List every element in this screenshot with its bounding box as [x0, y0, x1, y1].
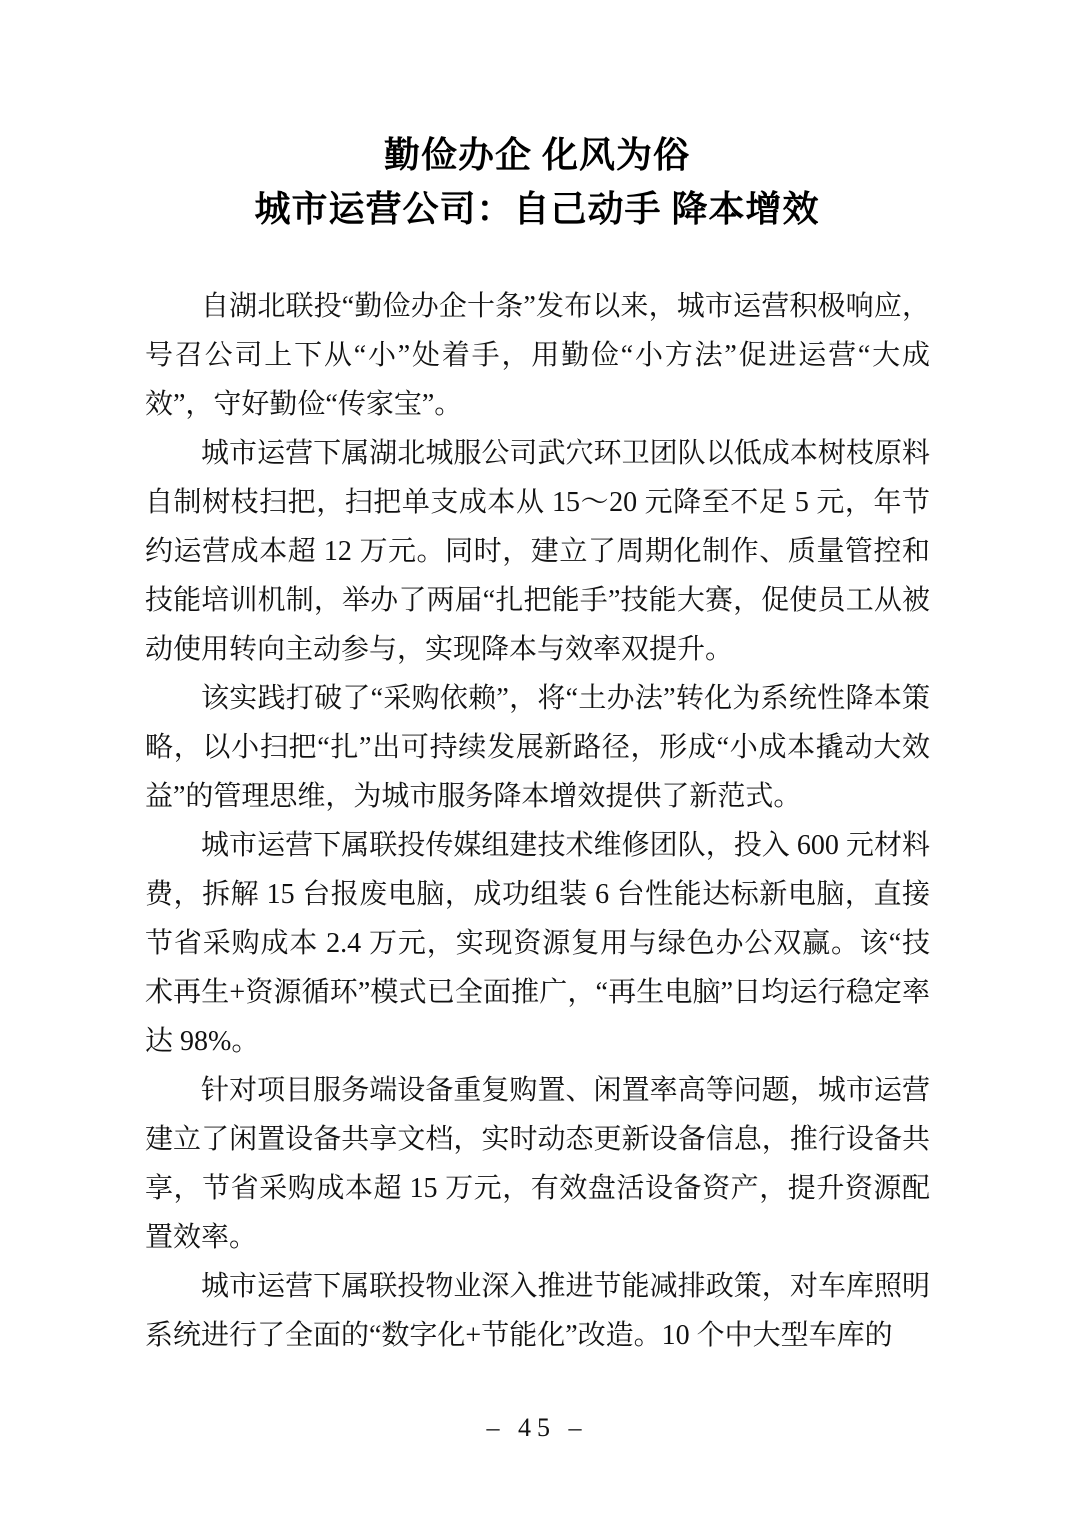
paragraph-3: 该实践打破了“采购依赖”，将“土办法”转化为系统性降本策略，以小扫把“扎”出可持续发展新路径，形成“小成本撬动大效益”的管理思维，为城市服务降本增效提供了新范式。 [145, 683, 930, 812]
page-number: – 45 – [486, 1413, 588, 1442]
paragraph-2: 城市运营下属湖北城服公司武穴环卫团队以低成本树枝原料自制树枝扫把，扫把单支成本从 15～20 元降至不足 5 元，年节约运营成本超 12 万元。同时，建立了周期化制作、质量管控和技能培训机制，举办了两届“扎把能手”技能大赛，促使员工从被动使用转向主动参与，实现降本与效率双提升。 [145, 438, 930, 665]
paragraph-5: 针对项目服务端设备重复购置、闲置率高等问题，城市运营建立了闲置设备共享文档，实时动态更新设备信息，推行设备共享，节省采购成本超 15 万元，有效盘活设备资产，提升资源配置效率。 [145, 1075, 930, 1253]
document-body [145, 282, 930, 1360]
paragraph-6: 城市运营下属联投物业深入推进节能减排政策，对车库照明系统进行了全面的“数字化+节能化”改造。10 个中大型车库的 [145, 1271, 930, 1351]
title-line-1: 勤俭办企 化风为俗 [383, 135, 690, 175]
paragraph-1: 自湖北联投“勤俭办企十条”发布以来，城市运营积极响应，号召公司上下从“小”处着手，用勤俭“小方法”促进运营“大成效”，守好勤俭“传家宝”。 [145, 291, 930, 420]
document-title [80, 128, 994, 236]
paragraph-4: 城市运营下属联投传媒组建技术维修团队，投入 600 元材料费，拆解 15 台报废电脑，成功组装 6 台性能达标新电脑，直接节省采购成本 2.4 万元，实现资源复用与绿色办公双赢。该“技术再生+资源循环”模式已全面推广，“再生电脑”日均运行稳定率达 98%。 [145, 830, 930, 1057]
title-line-2: 城市运营公司：自己动手 降本增效 [254, 189, 820, 229]
